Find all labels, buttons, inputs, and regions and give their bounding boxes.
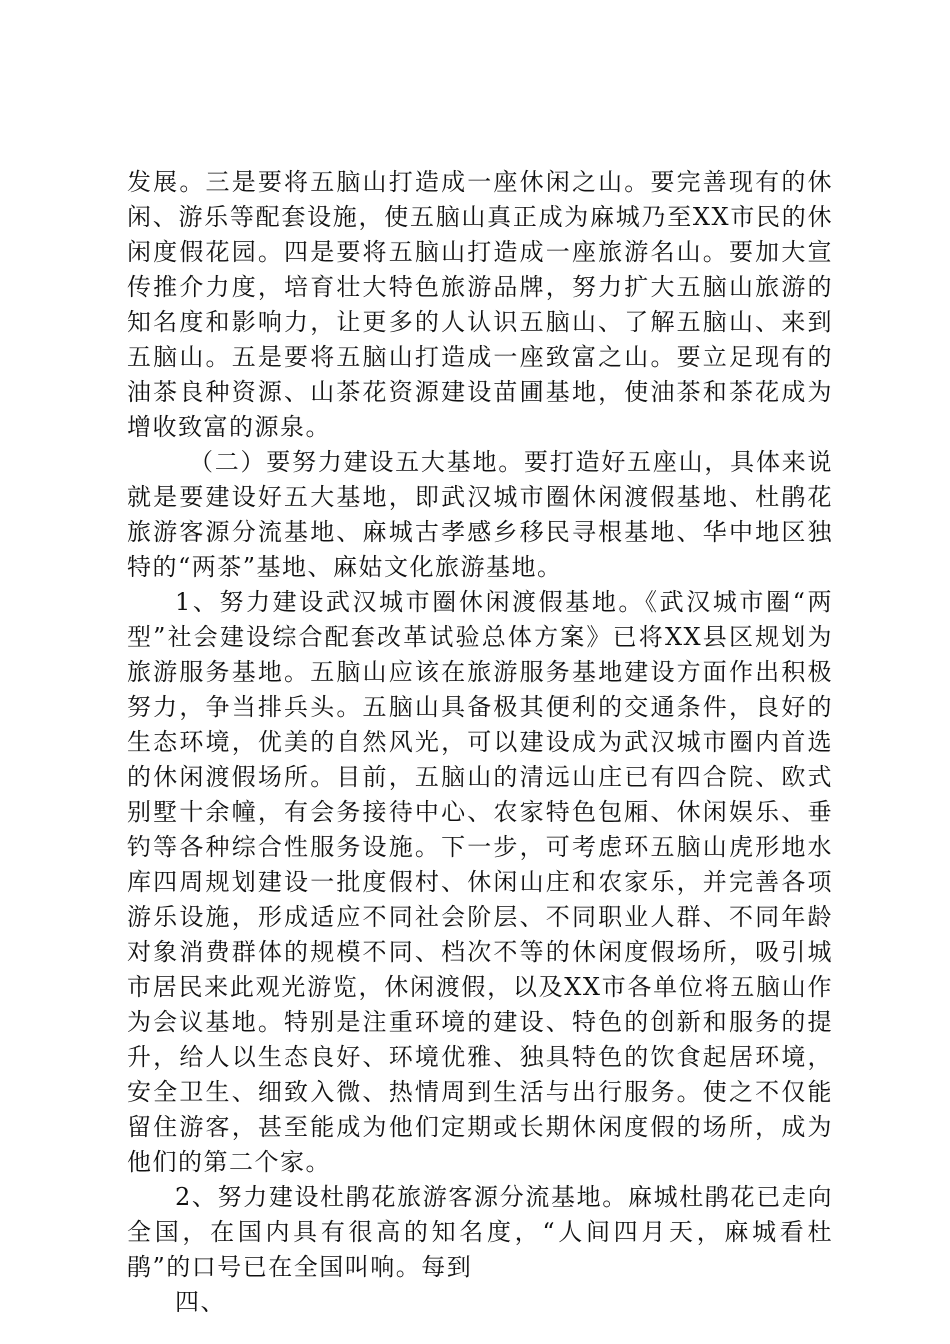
paragraph-section-four: 四、 — [175, 1288, 226, 1316]
paragraph-leisure-base: 1、努力建设武汉城市圈休闲渡假基地。《武汉城市圈“两型”社会建设综合配套改革试验总体方案》已将XX县区规划为旅游服务基地。五脑山应该在旅游服务基地建设方面作出积极努力，争当排兵头。五脑山具备极其便利的交通条件，良好的生态环境，优美的自然风光，可以建设成为武汉城市圈内首选的休闲渡假场所。目前，五脑山的清远山庄已有四合院、欧式别墅十余幢，有会务接待中心、农家特色包厢、休闲娱乐、垂钓等各种综合性服务设施。下一步，可考虑环五脑山虎形地水库四周规划建设一批度假村、休闲山庄和农家乐，并完善各项游乐设施，形成适应不同社会阶层、不同职业人群、不同年龄对象消费群体的规模不同、档次不等的休闲度假场所，吸引城市居民来此观光游览，休闲渡假，以及XX市各单位将五脑山作为会议基地。特别是注重环境的建设、特色的创新和服务的提升，给人以生态良好、环境优雅、独具特色的饮食起居环境，安全卫生、细致入微、热情周到生活与出行服务。使之不仅能留住游客，甚至能成为他们定期或长期休闲度假的场所，成为他们的第二个家。 — [127, 588, 833, 1176]
document-body — [127, 165, 833, 1320]
paragraph-continuation: 发展。三是要将五脑山打造成一座休闲之山。要完善现有的休闲、游乐等配套设施，使五脑山真正成为麻城乃至XX市民的休闲度假花园。四是要将五脑山打造成一座旅游名山。要加大宣传推介力度，培育壮大特色旅游品牌，努力扩大五脑山旅游的知名度和影响力，让更多的人认识五脑山、了解五脑山、来到五脑山。五是要将五脑山打造成一座致富之山。要立足现有的油茶良种资源、山茶花资源建设苗圃基地，使油茶和茶花成为增收致富的源泉。 — [127, 168, 833, 441]
paragraph-five-bases: （二）要努力建设五大基地。要打造好五座山，具体来说就是要建设好五大基地，即武汉城市圈休闲渡假基地、杜鹃花旅游客源分流基地、麻城古孝感乡移民寻根基地、华中地区独特的“两茶”基地、麻姑文化旅游基地。 — [127, 448, 833, 581]
paragraph-azalea-base: 2、努力建设杜鹃花旅游客源分流基地。麻城杜鹃花已走向全国，在国内具有很高的知名度，“人间四月天，麻城看杜鹃”的口号已在全国叫响。每到 — [127, 1183, 833, 1281]
